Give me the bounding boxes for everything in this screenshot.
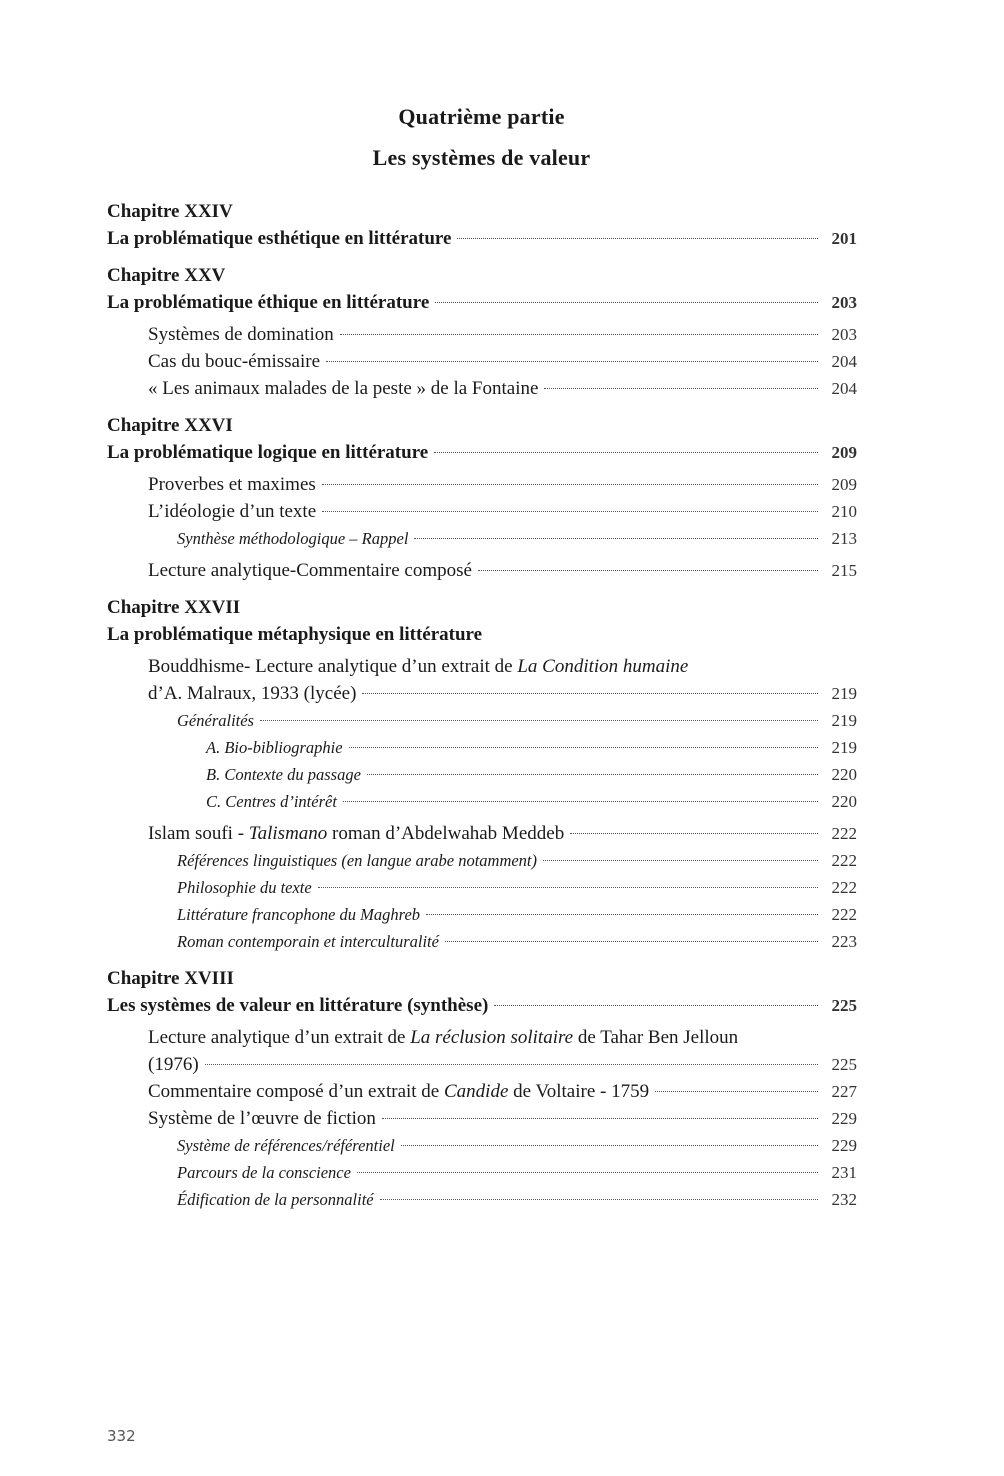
toc-entry[interactable]: [107, 928, 857, 955]
entry-title: La problématique logique en littérature: [107, 442, 429, 463]
page-ref: 231: [831, 1163, 857, 1182]
toc-entry[interactable]: [107, 1078, 857, 1105]
dot-leader: [544, 388, 818, 389]
page-ref: 225: [831, 1055, 857, 1074]
toc-entry[interactable]: [107, 992, 857, 1019]
entry-title: Roman contemporain et interculturalité: [177, 932, 439, 951]
toc-entry[interactable]: [107, 225, 857, 252]
chapter-label-text: Chapitre XVIII: [107, 968, 234, 989]
entry-title: La problématique métaphysique en littérature: [107, 624, 483, 645]
chapter-title: [107, 621, 857, 648]
toc-entry[interactable]: [107, 439, 857, 466]
dot-leader: [435, 302, 818, 303]
page-ref: 215: [831, 561, 857, 580]
entry-title: d’A. Malraux, 1933 (lycée): [148, 683, 357, 704]
toc-entry-line1[interactable]: [107, 653, 857, 680]
entry-title: Philosophie du texte: [177, 878, 312, 897]
entry-title: Lecture analytique d’un extrait de: [148, 1027, 411, 1048]
dot-leader: [414, 538, 818, 539]
work-title: Candide: [444, 1081, 509, 1102]
chapter-label: [107, 965, 857, 992]
toc-entry[interactable]: [107, 1105, 857, 1132]
dot-leader: [380, 1199, 818, 1200]
work-title: La Condition humaine: [517, 656, 689, 677]
entry-title: Édification de la personnalité: [177, 1190, 374, 1209]
page-ref: 219: [831, 711, 857, 730]
page-number: 332: [107, 1427, 136, 1445]
entry-title: (1976): [148, 1054, 199, 1075]
entry-title: « Les animaux malades de la peste » de la Fontaine: [148, 378, 539, 399]
entry-title: La problématique éthique en littérature: [107, 292, 430, 313]
dot-leader: [426, 914, 818, 915]
page-ref: 225: [831, 996, 857, 1015]
page-ref: 232: [831, 1190, 857, 1209]
toc-entry[interactable]: [107, 321, 857, 348]
toc-entry[interactable]: [107, 498, 857, 525]
page-ref: 220: [831, 792, 857, 811]
toc-entry[interactable]: [107, 557, 857, 584]
page-ref: 209: [831, 475, 857, 494]
toc-entry[interactable]: [107, 1159, 857, 1186]
page-ref: 222: [831, 905, 857, 924]
dot-leader: [205, 1064, 818, 1065]
dot-leader: [357, 1172, 818, 1173]
toc-entry[interactable]: [107, 375, 857, 402]
page-ref: 229: [831, 1136, 857, 1155]
chapter-label: [107, 412, 857, 439]
page-ref: 210: [831, 502, 857, 521]
dot-leader: [343, 801, 818, 802]
dot-leader: [349, 747, 818, 748]
toc-entry[interactable]: [107, 734, 857, 761]
toc-entry[interactable]: [107, 348, 857, 375]
toc-entry[interactable]: [107, 820, 857, 847]
entry-title: Parcours de la conscience: [177, 1163, 351, 1182]
page-ref: 219: [831, 684, 857, 703]
toc-entry[interactable]: [107, 1051, 857, 1078]
toc-entry[interactable]: [107, 1132, 857, 1159]
toc-entry[interactable]: [107, 847, 857, 874]
dot-leader: [260, 720, 818, 721]
toc-entry-line1[interactable]: [107, 1024, 857, 1051]
page-ref: 213: [831, 529, 857, 548]
page-ref: 222: [831, 851, 857, 870]
entry-title: Systèmes de domination: [148, 324, 334, 345]
dot-leader: [401, 1145, 818, 1146]
dot-leader: [457, 238, 818, 239]
page-ref: 209: [831, 443, 857, 462]
entry-title: Système de références/référentiel: [177, 1136, 395, 1155]
page-ref: 203: [831, 325, 857, 344]
entry-title-suffix: roman d’Abdelwahab Meddeb: [327, 823, 565, 844]
entry-title: Les systèmes de valeur en littérature (synthèse): [107, 995, 489, 1016]
page-ref: 203: [831, 293, 857, 312]
dot-leader: [326, 361, 818, 362]
entry-title: B. Contexte du passage: [206, 765, 361, 784]
part-title: Les systèmes de valeur: [372, 145, 591, 170]
chapter-label-text: Chapitre XXVI: [107, 415, 233, 436]
entry-title: Littérature francophone du Maghreb: [177, 905, 421, 924]
part-heading: Quatrième partie: [398, 104, 565, 129]
entry-title: Commentaire composé d’un extrait de: [148, 1081, 444, 1102]
chapter-label: [107, 594, 857, 621]
chapter-label-text: Chapitre XXIV: [107, 201, 233, 222]
toc-entry[interactable]: [107, 471, 857, 498]
entry-title: Proverbes et maximes: [148, 474, 316, 495]
page-ref: 201: [831, 229, 857, 248]
page-ref: 223: [831, 932, 857, 951]
toc-entry[interactable]: [107, 1186, 857, 1213]
dot-leader: [478, 570, 818, 571]
page-ref: 204: [831, 352, 857, 371]
work-title: La réclusion solitaire: [410, 1027, 574, 1048]
dot-leader: [434, 452, 818, 453]
entry-title: Islam soufi -: [148, 823, 249, 844]
page-ref: 204: [831, 379, 857, 398]
entry-title: Lecture analytique-Commentaire composé: [148, 560, 472, 581]
page-ref: 227: [831, 1082, 857, 1101]
page-ref: 222: [831, 878, 857, 897]
dot-leader: [322, 511, 818, 512]
chapter-label-text: Chapitre XXVII: [107, 597, 241, 618]
dot-leader: [543, 860, 818, 861]
dot-leader: [382, 1118, 818, 1119]
dot-leader: [570, 833, 818, 834]
dot-leader: [367, 774, 818, 775]
toc-entry[interactable]: [107, 761, 857, 788]
entry-title: Références linguistiques (en langue arabe notamment): [177, 851, 538, 870]
page-ref: 229: [831, 1109, 857, 1128]
toc-entry[interactable]: [107, 874, 857, 901]
entry-title: Généralités: [177, 711, 254, 730]
chapter-label: [107, 262, 857, 289]
dot-leader: [494, 1005, 818, 1006]
page-ref: 219: [831, 738, 857, 757]
chapter-label: [107, 198, 857, 225]
table-of-contents: [107, 198, 857, 1213]
toc-entry[interactable]: [107, 707, 857, 734]
toc-entry[interactable]: [107, 788, 857, 815]
entry-title: A. Bio-bibliographie: [206, 738, 343, 757]
dot-leader: [340, 334, 818, 335]
dot-leader: [318, 887, 818, 888]
toc-entry[interactable]: [107, 289, 857, 316]
entry-title: Bouddhisme- Lecture analytique d’un extrait de: [148, 656, 518, 677]
work-title: Talismano: [248, 823, 328, 844]
entry-title: Cas du bouc-émissaire: [148, 351, 321, 372]
dot-leader: [322, 484, 818, 485]
dot-leader: [445, 941, 818, 942]
page-ref: 222: [831, 824, 857, 843]
entry-title: C. Centres d’intérêt: [206, 792, 337, 811]
entry-title: Synthèse méthodologique – Rappel: [177, 529, 409, 548]
toc-entry[interactable]: [107, 901, 857, 928]
entry-title-suffix: de Voltaire - 1759: [508, 1081, 650, 1102]
page-ref: 220: [831, 765, 857, 784]
toc-entry[interactable]: [107, 680, 857, 707]
dot-leader: [655, 1091, 818, 1092]
entry-title: L’idéologie d’un texte: [148, 501, 317, 522]
toc-entry[interactable]: [107, 525, 857, 552]
dot-leader: [362, 693, 818, 694]
chapter-label-text: Chapitre XXV: [107, 265, 226, 286]
entry-title: Système de l’œuvre de fiction: [148, 1108, 376, 1129]
entry-title-suffix: de Tahar Ben Jelloun: [573, 1027, 739, 1048]
entry-title: La problématique esthétique en littérature: [107, 228, 452, 249]
